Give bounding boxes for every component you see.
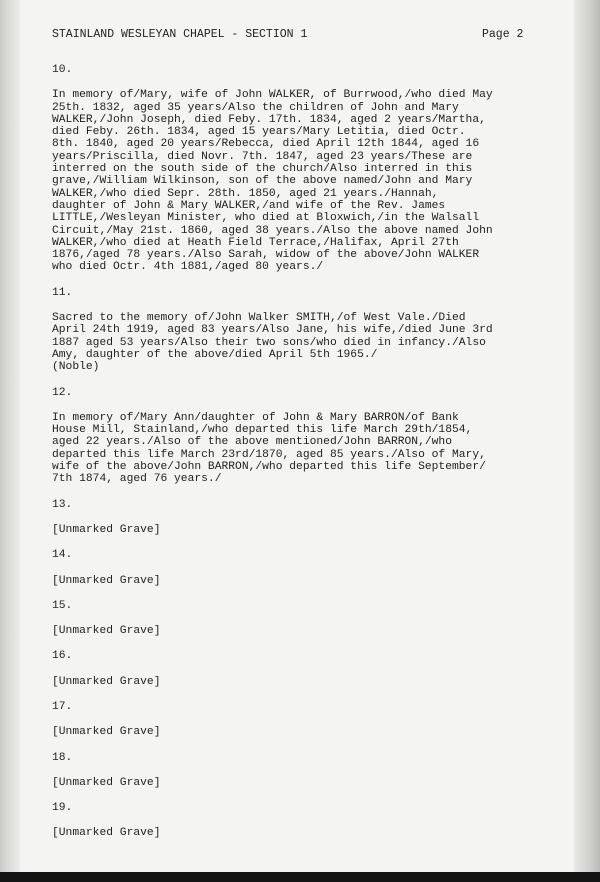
- entry-number: 11.: [52, 286, 73, 299]
- grave-entry: [52, 64, 532, 274]
- grave-entry: [52, 499, 532, 537]
- entry-number: 15.: [52, 599, 73, 612]
- entry-number: 10.: [52, 64, 73, 76]
- inscription-text: [Unmarked Grave]: [52, 675, 161, 688]
- inscription-text: [Unmarked Grave]: [52, 827, 161, 840]
- entry-number: 18.: [52, 751, 73, 764]
- inscription-text: [Unmarked Grave]: [52, 625, 161, 638]
- document-page: [52, 27, 532, 853]
- grave-entry: [52, 752, 532, 790]
- grave-entry: [52, 701, 532, 739]
- grave-entry: [52, 600, 532, 638]
- page-binding-shadow: [0, 0, 20, 882]
- scan-bottom-border: [0, 872, 600, 882]
- document-title: STAINLAND WESLEYAN CHAPEL - SECTION 1: [52, 28, 308, 41]
- entry-number: 19.: [52, 802, 73, 815]
- page-header: [52, 27, 532, 43]
- inscription-text: In memory of/Mary Ann/daughter of John & Mary BARRON/of Bank House Mill, Stainland,/who departed this life March 29th/1854, aged 22 years./Also of the above mentioned/John BARRON,/who departed this life March 23rd/1870, aged 85 years./Also of Mary, wife of the above/John BARRON,/who departed this life September/ 7th 1874, aged 76 years./: [52, 411, 486, 486]
- inscription-text: Sacred to the memory of/John Walker SMITH,/of West Vale./Died April 24th 1919, aged 83 years/Also Jane, his wife,/died June 3rd 1887 aged 53 years/Also their two sons/who died in infancy./Also Amy, daughter of the above/died April 5th 1965./ (Noble): [52, 312, 493, 374]
- inscription-text: [Unmarked Grave]: [52, 776, 161, 789]
- grave-entry: [52, 549, 532, 587]
- entry-number: 14.: [52, 549, 73, 562]
- inscription-text: [Unmarked Grave]: [52, 726, 161, 739]
- entry-number: 12.: [52, 386, 73, 399]
- page-edge-shadow: [574, 0, 600, 882]
- entry-number: 16.: [52, 650, 73, 663]
- grave-entry: [52, 287, 532, 374]
- grave-entries: [52, 64, 532, 840]
- inscription-text: [Unmarked Grave]: [52, 574, 161, 587]
- grave-entry: [52, 650, 532, 688]
- grave-entry: [52, 802, 532, 840]
- grave-entry: [52, 387, 532, 486]
- inscription-text: [Unmarked Grave]: [52, 523, 161, 536]
- entry-number: 17.: [52, 700, 73, 713]
- page-number: Page 2: [482, 28, 524, 41]
- inscription-text: In memory of/Mary, wife of John WALKER, of Burrwood,/who died May 25th. 1832, aged 35 years/Also the children of John and Mary WALKER,/John Joseph, died Feby. 17th. 1834, aged 2 years/Martha, died Feby. 26th. 1834, aged 15 years/Mary Letitia, died Octr. 8th. 1840, aged 20 years/Rebecca, died April 12th 1844, aged 16 years/Priscilla, died Novr. 7th. 1847, aged 23 years/These are interred on the south side of the church/Also interred in this grave,/William Wilkinson, son of the above named/John and Mary WALKER,/who died Sepr. 28th. 1850, aged 21 years./Hannah, daughter of John & Mary WALKER,/and wife of the Rev. James LITTLE,/Wesleyan Minister, who died at Bloxwich,/in the Walsall Circuit,/May 21st. 1860, aged 38 years./Also the above named John WALKER,/who died at Heath Field Terrace,/Halifax, April 27th 1876,/aged 78 years./Also Sarah, widow of the above/John WALKER who died Octr. 4th 1881,/aged 80 years./: [52, 89, 493, 274]
- entry-number: 13.: [52, 498, 73, 511]
